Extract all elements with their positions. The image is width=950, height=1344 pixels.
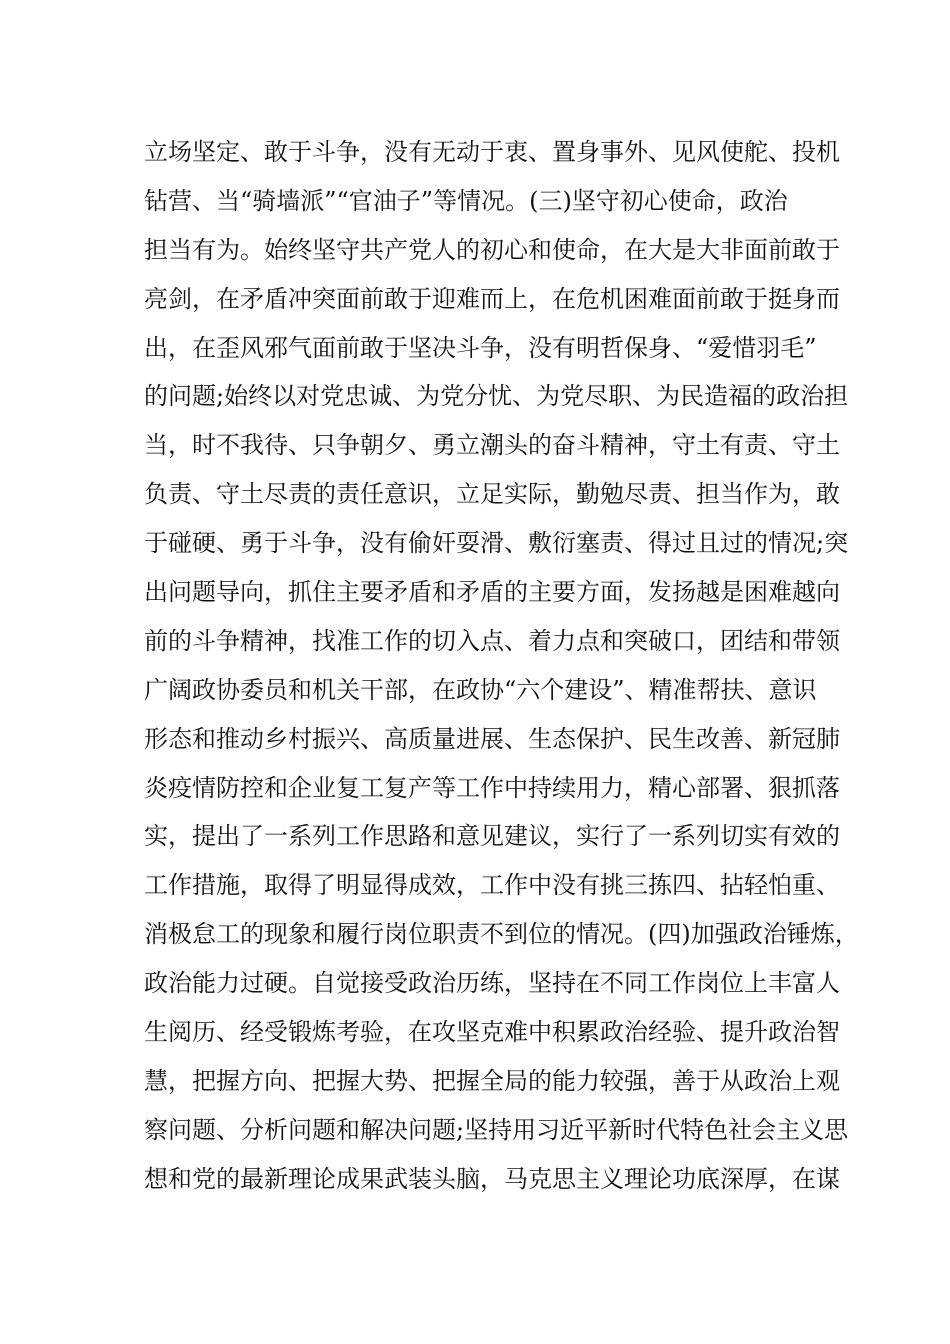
text-line: 形态和推动乡村振兴、高质量进展、生态保护、民生改善、新冠肺 (144, 724, 840, 753)
text-line: 察问题、分析问题和解决问题;坚持用习近平新时代特色社会主义思 (144, 1115, 849, 1144)
text-line: 负责、守土尽责的责任意识，立足实际，勤勉尽责、担当作为，敢 (144, 480, 840, 509)
text-line: 钻营、当“骑墙派”“官油子”等情况。(三)坚守初心使命，政治 (144, 186, 788, 215)
text-line: 担当有为。始终坚守共产党人的初心和使命，在大是大非面前敢于 (144, 235, 840, 264)
text-line: 于碰硬、勇于斗争，没有偷奸耍滑、敷衍塞责、得过且过的情况;突 (144, 529, 849, 558)
text-line: 生阅历、经受锻炼考验，在攻坚克难中积累政治经验、提升政治智 (144, 1018, 840, 1047)
text-line: 亮剑，在矛盾冲突面前敢于迎难而上，在危机困难面前敢于挺身而 (144, 284, 840, 313)
text-line: 实，提出了一系列工作思路和意见建议，实行了一系列切实有效的 (144, 822, 840, 851)
text-line: 立场坚定、敢于斗争，没有无动于衷、置身事外、见风使舵、投机 (144, 138, 840, 166)
text-line: 出，在歪风邪气面前敢于坚决斗争，没有明哲保身、“爱惜羽毛” (144, 333, 817, 362)
text-line: 慧，把握方向、把握大势、把握全局的能力较强，善于从政治上观 (144, 1066, 840, 1095)
text-line: 的问题;始终以对党忠诚、为党分忧、为党尽职、为民造福的政治担 (144, 382, 849, 411)
body-paragraph (144, 128, 859, 1204)
text-line: 当，时不我待、只争朝夕、勇立潮头的奋斗精神，守土有责、守土 (144, 431, 840, 460)
text-line: 广阔政协委员和机关干部，在政协“六个建设”、精准帮扶、意识 (144, 675, 817, 704)
text-line: 消极怠工的现象和履行岗位职责不到位的情况。(四)加强政治锤炼， (144, 920, 859, 949)
text-line: 工作措施，取得了明显得成效，工作中没有挑三拣四、拈轻怕重、 (144, 871, 840, 900)
text-line: 政治能力过硬。自觉接受政治历练，坚持在不同工作岗位上丰富人 (144, 969, 840, 998)
text-line: 前的斗争精神，找准工作的切入点、着力点和突破口，团结和带领 (144, 626, 840, 655)
text-line: 炎疫情防控和企业复工复产等工作中持续用力，精心部署、狠抓落 (144, 773, 840, 802)
text-line: 出问题导向，抓住主要矛盾和矛盾的主要方面，发扬越是困难越向 (144, 578, 840, 607)
text-line: 想和党的最新理论成果武装头脑，马克思主义理论功底深厚，在谋 (144, 1164, 840, 1193)
